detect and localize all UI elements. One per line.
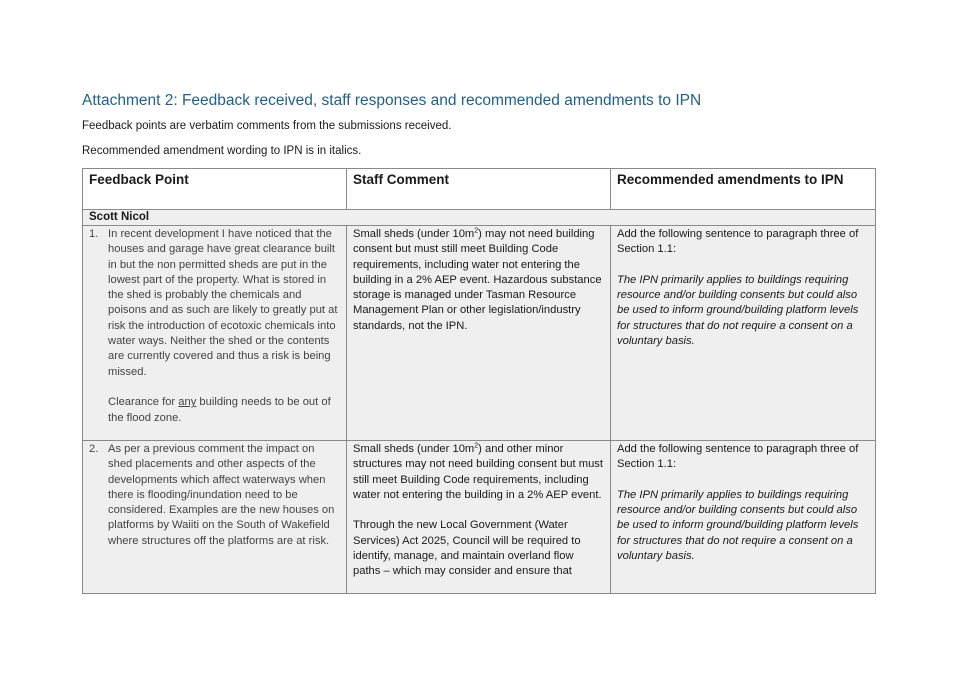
staff-comment-text-continued: Through the new Local Government (Water Services) Act 2025, Council will be required to identify, manage, and maintain overland flow paths – which may consider and ensure that [353, 519, 581, 578]
document-page [82, 90, 876, 594]
feedback-text-clearance: Clearance for any building needs to be out of the flood zone. [108, 396, 331, 424]
amendment-wording: The IPN primarily applies to buildings requiring resource and/or building consents but could also be used to inform ground/building platform levels for structures that do not require a consent on a voluntary basis. [617, 488, 859, 563]
column-header-recommended-amendments: Recommended amendments to IPN [611, 169, 876, 210]
intro-note-verbatim: Feedback points are verbatim comments from the submissions received. [82, 120, 452, 132]
amendment-intro: Add the following sentence to paragraph three of Section 1.1: [617, 443, 859, 471]
table-row [83, 441, 876, 594]
column-header-feedback-point: Feedback Point [83, 169, 347, 210]
recommended-amendment-cell [611, 226, 876, 441]
feedback-text: As per a previous comment the impact on shed placements and other aspects of the developments which affect waterways when there is flooding/inundation need to be considered. Examples are the new houses on platforms by Waiiti on the South of Wakefield where structures off the platforms are at risk. [108, 443, 335, 547]
staff-comment-cell [347, 226, 611, 441]
recommended-amendment-cell [611, 441, 876, 594]
staff-comment-text: Small sheds (under $10m^2$) may not need building consent but must still meet Building Code requirements, including water not entering the building in a 2% AEP event. Hazardous substance storage is managed under Tasman Resource Management Plan or other legislation/industry standards, not the IPN. [353, 227, 602, 332]
submitter-name: Scott Nicol [83, 210, 876, 226]
underlined-word: any [178, 396, 197, 409]
feedback-number: 2. [89, 443, 99, 455]
feedback-number: 1. [89, 228, 99, 240]
page-title: Attachment 2: Feedback received, staff responses and recommended amendments to IPN [82, 92, 702, 109]
feedback-table [82, 168, 876, 594]
staff-comment-cell [347, 441, 611, 594]
table-header-row [83, 169, 876, 210]
column-header-staff-comment: Staff Comment [347, 169, 611, 210]
feedback-point-cell [83, 226, 347, 441]
submitter-group-row [83, 210, 876, 226]
staff-comment-text: Small sheds (under $10m^2$) and other minor structures may not need building consent but must still meet Building Code requirements, including water not entering the building in a 2% AEP event. [353, 442, 603, 501]
amendment-wording: The IPN primarily applies to buildings requiring resource and/or building consents but could also be used to inform ground/building platform levels for structures that do not require a consent on a voluntary basis. [617, 273, 859, 348]
amendment-intro: Add the following sentence to paragraph three of Section 1.1: [617, 228, 859, 256]
intro-note-italics: Recommended amendment wording to IPN is in italics. [82, 145, 362, 157]
feedback-point-cell [83, 441, 347, 594]
feedback-text: In recent development I have noticed that the houses and garage have great clearance built in but the non permitted sheds are put in the lowest part of the property. What is stored in the shed is probably the chemicals and poisons and as such are likely to greatly put at risk the introduction of ecotoxic chemicals into water ways. Neither the shed or the contents are currently covered and thus a risk is being missed. [108, 228, 338, 378]
table-row [83, 226, 876, 441]
